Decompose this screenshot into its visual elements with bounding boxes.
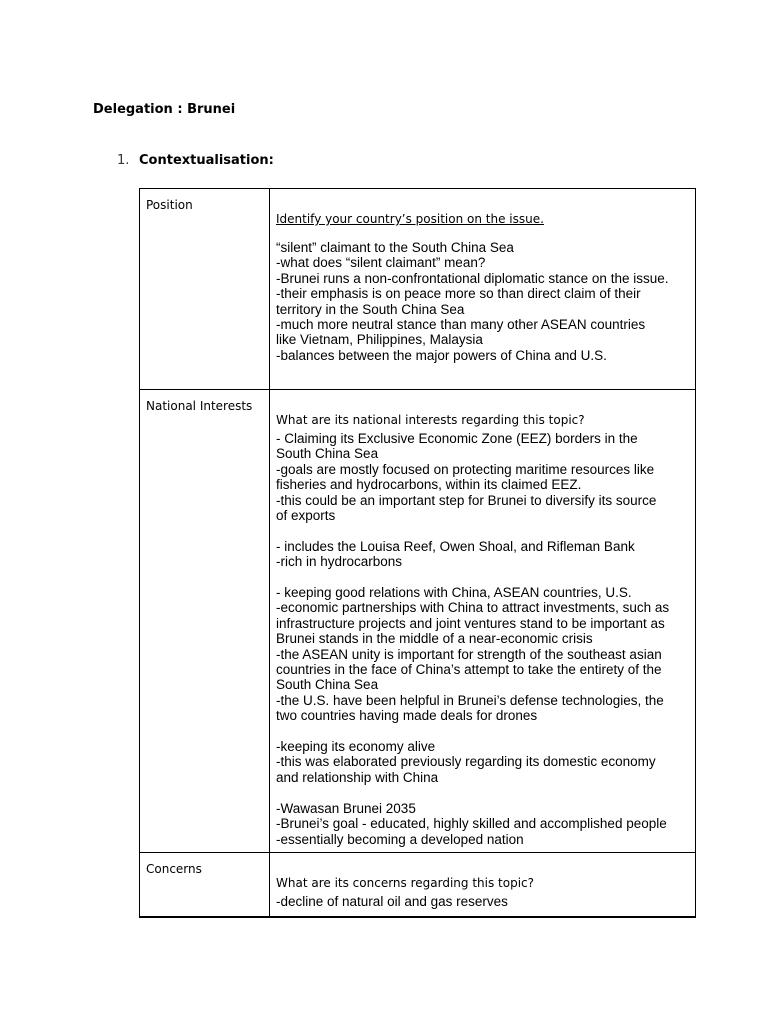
position-lines [276,240,689,363]
text-line: - keeping good relations with China, ASEAN countries, U.S. [276,585,632,601]
text-line: -what does “silent claimant” mean? [276,255,486,271]
national-interests-label: National Interests [140,390,270,853]
text-line: two countries having made deals for drones [276,708,538,724]
position-label: Position [140,189,270,390]
text-line: -economic partnerships with China to attract investments, such as [276,600,670,616]
table-row-concerns [140,853,696,917]
position-prompt: Identify your country’s position on the issue. [276,212,544,226]
text-line: countries in the face of China’s attempt to take the entirety of the [276,662,662,678]
text-line: -Brunei runs a non-confrontational diplomatic stance on the issue. [276,270,669,286]
national-interests-prompt: What are its national interests regarding this topic? [276,413,585,427]
concerns-lines [276,894,689,909]
text-line: like Vietnam, Philippines, Malaysia [276,332,483,348]
concerns-prompt: What are its concerns regarding this topic? [276,876,534,890]
concerns-content [270,853,696,917]
section-number: 1. [117,153,130,168]
text-line: and relationship with China [276,769,439,785]
national-interests-lines [276,431,689,847]
text-line: -this was elaborated previously regarding its domestic economy [276,754,656,770]
text-line: -keeping its economy alive [276,739,436,755]
blank-line [276,523,689,538]
table-row-position [140,189,696,390]
contextualisation-table [139,188,696,918]
section-heading [117,152,274,169]
text-line: -their emphasis is on peace more so than direct claim of their [276,286,641,302]
text-line: infrastructure projects and joint ventures stand to be important as [276,615,665,631]
text-line: Brunei stands in the middle of a near-economic crisis [276,631,593,647]
section-title: Contextualisation: [139,153,274,168]
text-line: of exports [276,508,336,524]
blank-line [276,724,689,739]
concerns-label: Concerns [140,853,270,917]
text-line: - includes the Louisa Reef, Owen Shoal, and Rifleman Bank [276,538,635,554]
blank-line [276,570,689,585]
text-line: -the ASEAN unity is important for strength of the southeast asian [276,646,662,662]
text-line: -Wawasan Brunei 2035 [276,800,416,816]
text-line: -much more neutral stance than many other ASEAN countries [276,317,646,333]
text-line: South China Sea [276,677,379,693]
text-line: South China Sea [276,446,379,462]
text-line: -decline of natural oil and gas reserves [276,894,508,909]
text-line: “silent” claimant to the South China Sea [276,240,514,255]
text-line: -balances between the major powers of China and U.S. [276,347,607,363]
blank-line [276,785,689,800]
table-row-national-interests [140,390,696,853]
text-line: fisheries and hydrocarbons, within its claimed EEZ. [276,477,582,493]
delegation-heading: Delegation : Brunei [93,102,236,117]
position-content [270,189,696,390]
text-line: -this could be an important step for Brunei to diversify its source [276,492,657,508]
text-line: -Brunei’s goal - educated, highly skilled and accomplished people [276,816,667,832]
text-line: - Claiming its Exclusive Economic Zone (EEZ) borders in the [276,431,638,446]
text-line: -rich in hydrocarbons [276,554,403,570]
text-line: -the U.S. have been helpful in Brunei’s defense technologies, the [276,692,664,708]
text-line: territory in the South China Sea [276,301,465,317]
national-interests-content [270,390,696,853]
text-line: -goals are mostly focused on protecting maritime resources like [276,461,655,477]
text-line: -essentially becoming a developed nation [276,831,524,847]
